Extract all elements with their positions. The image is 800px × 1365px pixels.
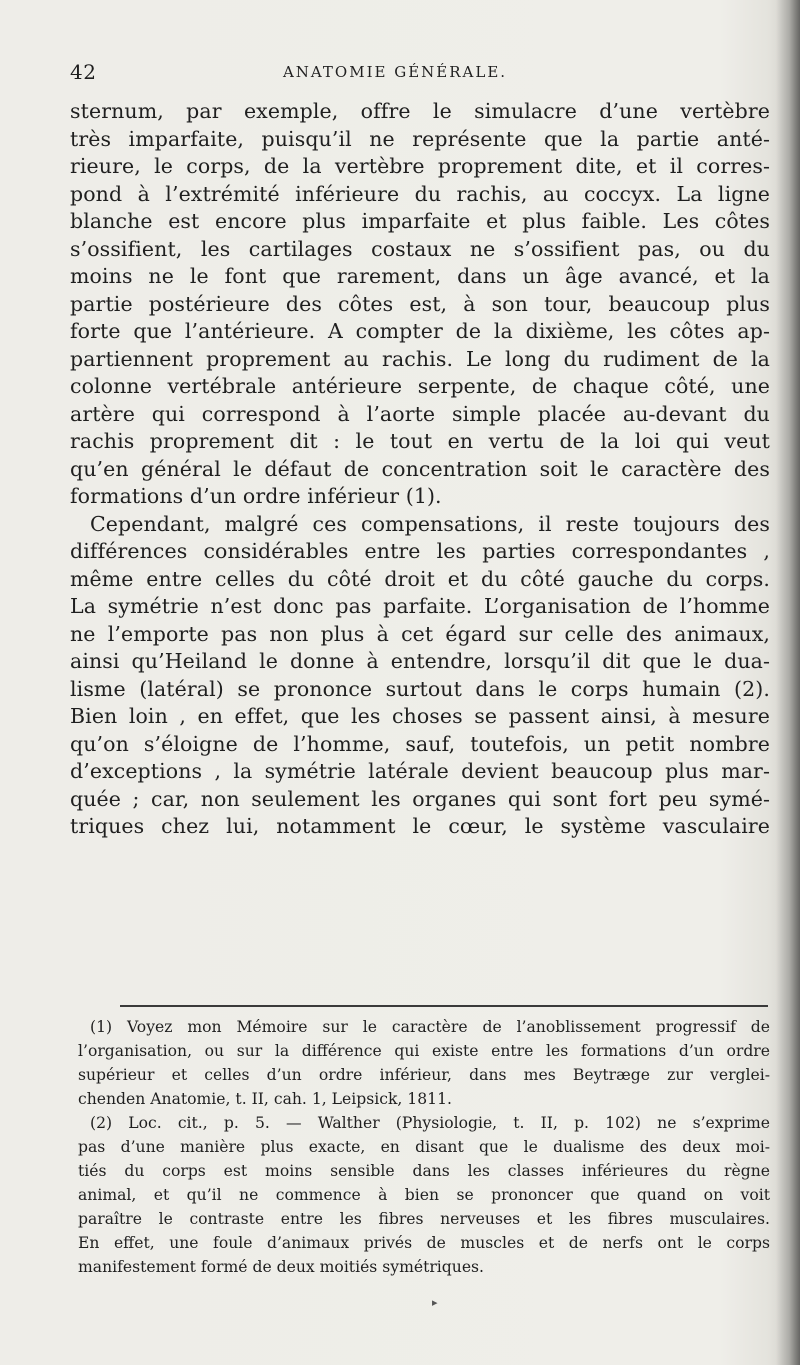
body-line: ainsi qu’Heiland le donne à entendre, lorsqu’il dit que le dua- xyxy=(70,649,770,673)
body-line: s’ossifient, les cartilages costaux ne s’ossifient pas, ou du xyxy=(70,236,770,261)
body-line: d’exceptions , la symétrie latérale devient beaucoup plus mar- xyxy=(70,759,770,783)
body-line: pond à l’extrémité inférieure du rachis, au coccyx. La ligne xyxy=(70,181,770,206)
body-line: quée ; car, non seulement les organes qui sont fort peu symé- xyxy=(70,786,770,811)
body-line: formations d’un ordre inférieur (1). xyxy=(70,484,442,508)
page-header xyxy=(70,60,720,86)
footnote-line: tiés du corps est moins sensible dans les classes inférieures du règne xyxy=(78,1162,770,1180)
body-line: La symétrie n’est donc pas parfaite. L’organisation de l’homme xyxy=(70,594,770,618)
body-line: moins ne le font que rarement, dans un âge avancé, et la xyxy=(70,264,770,288)
footnote-line: chenden Anatomie, t. II, cah. 1, Leipsick, 1811. xyxy=(78,1090,452,1108)
footnote-line: supérieur et celles d’un ordre inférieur, dans mes Beytræge zur verglei- xyxy=(78,1066,770,1084)
body-line: Bien loin , en effet, que les choses se passent ainsi, à mesure xyxy=(70,704,770,728)
body-line: forte que l’antérieure. A compter de la dixième, les côtes ap- xyxy=(70,319,770,343)
footnote-line: manifestement formé de deux moitiés symétriques. xyxy=(78,1258,485,1276)
body-line: artère qui correspond à l’aorte simple placée au-devant du xyxy=(70,401,770,426)
body-line: sternum, par exemple, offre le simulacre d’une vertèbre xyxy=(70,99,770,123)
body-line: partie postérieure des côtes est, à son tour, beaucoup plus xyxy=(70,291,770,316)
body-line: Cependant, malgré ces compensations, il reste toujours des xyxy=(90,511,770,536)
footnotes xyxy=(78,1015,770,1279)
body-line: qu’en général le défaut de concentration soit le caractère des xyxy=(70,456,770,481)
body-line: qu’on s’éloigne de l’homme, sauf, toutefois, un petit nombre xyxy=(70,731,770,756)
footnote-line: l’organisation, ou sur la différence qui existe entre les formations d’un ordre xyxy=(78,1042,770,1060)
footnote-line: paraître le contraste entre les fibres nerveuses et les fibres musculaires. xyxy=(78,1210,770,1228)
footnote-line: (2) Loc. cit., p. 5. — Walther (Physiologie, t. II, p. 102) ne s’exprime xyxy=(90,1114,770,1132)
body-line: différences considérables entre les parties correspondantes , xyxy=(70,539,770,563)
footnote-line: (1) Voyez mon Mémoire sur le caractère de l’anoblissement progressif de xyxy=(90,1018,770,1036)
footnote-rule xyxy=(120,1005,768,1007)
body-line: lisme (latéral) se prononce surtout dans le corps humain (2). xyxy=(70,676,770,701)
body-line: rieure, le corps, de la vertèbre proprement dite, et il corres- xyxy=(70,154,770,178)
footnote-line: pas d’une manière plus exacte, en disant que le dualisme des deux moi- xyxy=(78,1138,770,1156)
footnote-line: animal, et qu’il ne commence à bien se prononcer que quand on voit xyxy=(78,1186,770,1204)
running-head: ANATOMIE GÉNÉRALE. xyxy=(282,63,508,81)
body-line: rachis proprement dit : le tout en vertu de la loi qui veut xyxy=(70,429,770,453)
page-binding-edge xyxy=(776,0,800,1365)
printer-mark: ▸ xyxy=(432,1296,438,1309)
body-line: très imparfaite, puisqu’il ne représente que la partie anté- xyxy=(70,126,770,151)
body-text xyxy=(70,98,770,841)
body-line: triques chez lui, notamment le cœur, le système vasculaire xyxy=(70,814,770,838)
footnote-line: En effet, une foule d’animaux privés de muscles et de nerfs ont le corps xyxy=(78,1234,770,1252)
body-line: ne l’emporte pas non plus à cet égard sur celle des animaux, xyxy=(70,621,770,646)
body-line: blanche est encore plus imparfaite et plus faible. Les côtes xyxy=(70,209,770,233)
body-line: colonne vertébrale antérieure serpente, de chaque côté, une xyxy=(70,374,770,398)
body-line: partiennent proprement au rachis. Le long du rudiment de la xyxy=(70,346,770,371)
page-number: 42 xyxy=(70,60,97,84)
body-line: même entre celles du côté droit et du côté gauche du corps. xyxy=(70,566,770,591)
